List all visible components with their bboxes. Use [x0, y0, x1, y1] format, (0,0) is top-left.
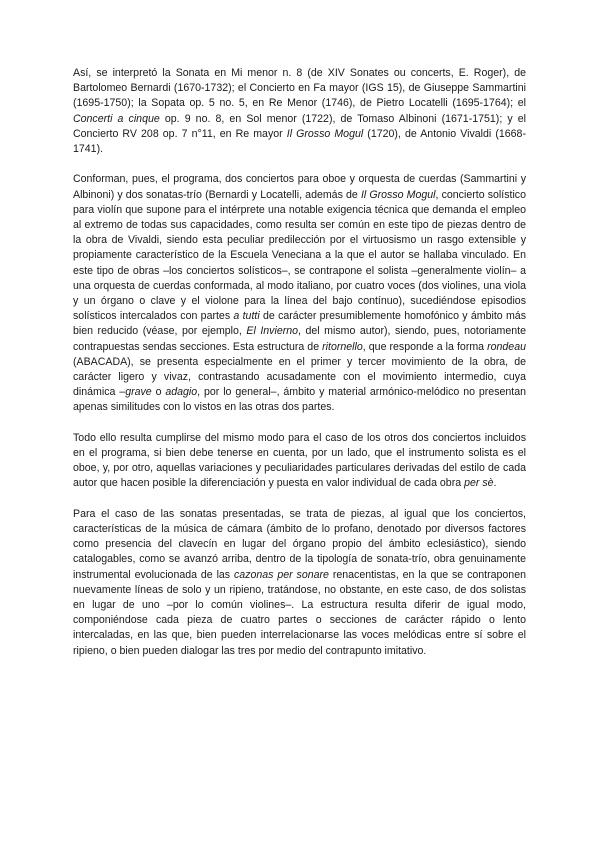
italic-term: grave: [125, 386, 152, 399]
italic-term: adagio: [165, 386, 198, 399]
paragraph-sonatas: [73, 507, 526, 659]
italic-title: Il Grosso Mogul: [286, 127, 364, 140]
text-segment: , que responde a la forma: [362, 340, 488, 353]
italic-title: El Invierno: [246, 325, 299, 338]
italic-term: per sè: [464, 477, 494, 490]
text-segment: de carácter presumiblemente homofónico y ámbito más bien reducido (véase, por ejemplo,: [73, 310, 526, 338]
italic-title: Concerti a cinque: [73, 112, 160, 125]
text-segment: o: [151, 386, 166, 399]
text-segment: op. 9 no. 8, en Sol menor (1722), de Tomaso Albinoni (1671-1751); y el Concierto RV 208 op. 7 n°11, en Re mayor: [73, 112, 526, 140]
italic-term: cazonas per sonare: [234, 568, 329, 581]
italic-term: a tutti: [233, 310, 260, 323]
italic-title: Il Grosso Mogul: [360, 188, 436, 201]
italic-term: ritornello: [322, 340, 363, 353]
text-segment: Conforman, pues, el programa, dos conciertos para oboe y orquesta de cuerdas (Sammartini y Albinoni) y dos sonatas-trío (Bernardi y Locatelli, además de: [73, 173, 526, 201]
text-segment: .: [493, 477, 497, 490]
italic-term: rondeau: [487, 340, 526, 353]
document-body: [73, 66, 526, 674]
paragraph-other-concertos: [73, 431, 526, 492]
paragraph-program-list: [73, 66, 526, 157]
text-segment: , del mismo autor), siendo, pues, notoriamente contrapuestas sendas secciones. Esta estructura de: [73, 325, 526, 353]
text-segment: (ABACADA), se presenta especialmente en el primer y tercer movimiento de la obra, de carácter ligero y vivaz, contrastando acusadamente con el movimiento intermedio, cuya dinámica –: [73, 355, 526, 399]
text-segment: Para el caso de las sonatas presentadas, se trata de piezas, al igual que los conciertos, características de la música de cámara (ámbito de lo profano, denotado por diversos factores como presencia del clavecín en lugar del órgano propio del ámbito eclesiástico), siendo catalogables, como se avanzó arriba, dentro de la tipología de sonata-trío, obra genuinamente instrumental evolucionada de las: [73, 507, 526, 581]
text-segment: , concierto solístico para violín que supone para el intérprete una notable exigencia técnica que demanda el empleo al extremo de todas sus capacidades, como resulta ser común en este tipo de piezas dentro de la obra de Vivaldi, siendo esta peculiar predilección por el virtuosismo un rasgo extensible y propiamente característico de la Escuela Veneciana a la que el autor se hallaba vinculado. En este tipo de obras –los conciertos solísticos–, se contrapone el solista –generalmente violín– a una orquesta de cuerdas conformada, al modo italiano, por cuatro voces (dos violines, una viola y un órgano o clave y el violone para la línea del bajo contínuo), sucediéndose episodios solísticos intercalados con partes: [73, 188, 526, 323]
text-segment: Así, se interpretó la Sonata en Mi menor n. 8 (de XIV Sonates ou concerts, E. Roger), de Bartolomeo Bernardi (1670-1732); el Concierto en Fa mayor (IGS 15), de Giuseppe Sammartini (1695-1750); la Sopata op. 5 no. 5, en Re Menor (1746), de Pietro Locatelli (1695-1764); el: [73, 67, 526, 110]
text-segment: , por lo general–, ámbito y material armónico-melódico no presentan apenas similitudes con lo vistos en las otras dos partes.: [73, 386, 526, 414]
paragraph-concertos: [73, 172, 526, 415]
text-segment: renacentistas, en la que se contraponen nuevamente líneas de solo y un ripieno, tratándose, no obstante, en este caso, de dos solistas en lugar de uno –por lo común violines–. La estructura resulta diferir de igual modo, componiéndose cada pieza de cuatro partes o secciones de carácter rápido o lento intercaladas, en las que, bien pueden interrelacionarse las voces melódicas entre sí sobre el ripieno, o bien pueden dialogar las tres por medio del contrapunto imitativo.: [73, 568, 526, 657]
text-segment: Todo ello resulta cumplirse del mismo modo para el caso de los otros dos conciertos incluidos en el programa, si bien debe tenerse en cuenta, por un lado, que el instrumento solista es el oboe, y, por otro, aquellas variaciones y peculiaridades particulares derivadas del estilo de cada autor que hacen posible la diferenciación y puesta en valor individual de cada obra: [73, 431, 526, 490]
text-segment: (1720), de Antonio Vivaldi (1668-1741).: [73, 127, 526, 156]
